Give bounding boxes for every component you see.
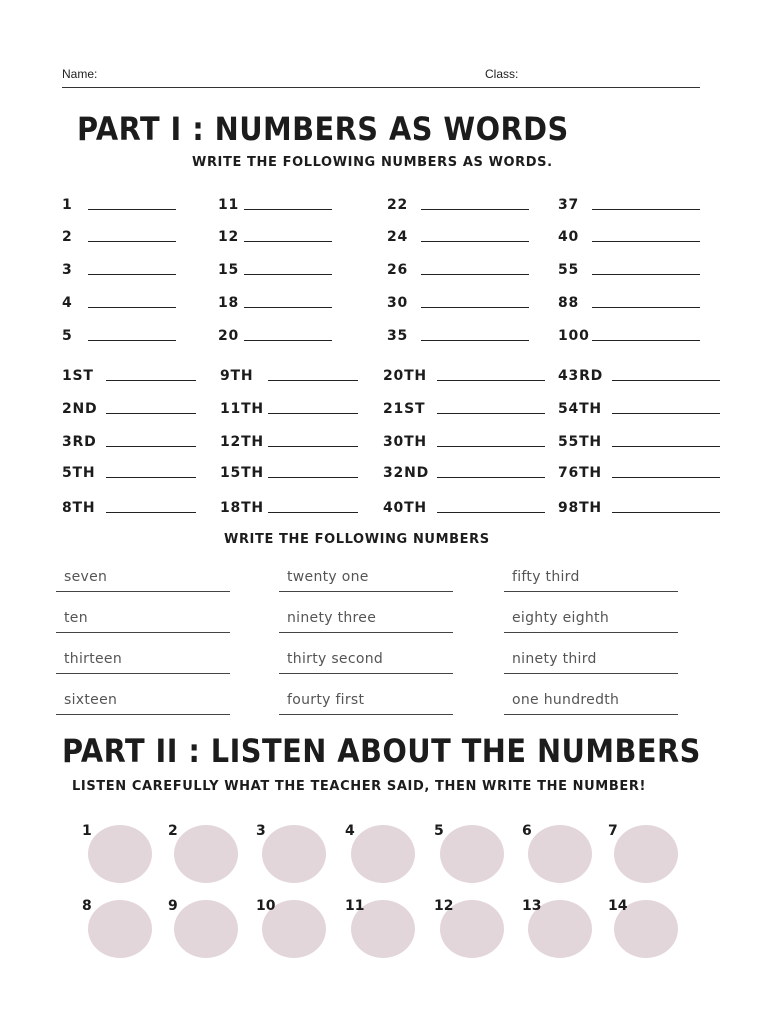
answer-blank[interactable] xyxy=(88,208,176,210)
circle-shape xyxy=(88,825,152,883)
word-prompt: one hundredth xyxy=(512,692,620,708)
cardinal-item xyxy=(558,225,700,245)
ordinal-item xyxy=(383,364,545,384)
ordinal-item xyxy=(220,461,358,481)
number-label: 18 xyxy=(218,295,240,311)
number-label: 2 xyxy=(62,229,73,245)
circle-shape xyxy=(614,825,678,883)
answer-circle[interactable] xyxy=(256,823,328,885)
answer-blank[interactable] xyxy=(437,476,545,478)
word-answer-line[interactable] xyxy=(56,686,230,715)
ordinal-item xyxy=(220,397,358,417)
number-label: 12 xyxy=(218,229,240,245)
circle-number: 9 xyxy=(168,898,178,914)
cardinal-item xyxy=(558,291,700,311)
number-label: 3 xyxy=(62,262,73,278)
cardinal-item xyxy=(387,291,529,311)
circle-shape xyxy=(351,825,415,883)
answer-circle[interactable] xyxy=(168,898,240,960)
word-answer-line[interactable] xyxy=(56,563,230,592)
answer-blank[interactable] xyxy=(244,208,332,210)
answer-circle[interactable] xyxy=(608,823,680,885)
part1-title: PART I : NUMBERS AS WORDS xyxy=(77,110,569,148)
ordinal-item xyxy=(558,461,720,481)
ordinal-item xyxy=(62,430,196,450)
answer-blank[interactable] xyxy=(244,306,332,308)
number-label: 22 xyxy=(387,197,409,213)
number-label: 30TH xyxy=(383,434,427,450)
cardinal-item xyxy=(218,225,332,245)
answer-blank[interactable] xyxy=(421,208,529,210)
number-label: 15TH xyxy=(220,465,264,481)
word-prompt: fourty first xyxy=(287,692,365,708)
circle-number: 4 xyxy=(345,823,355,839)
word-prompt: thirty second xyxy=(287,651,384,667)
answer-blank[interactable] xyxy=(268,511,358,513)
answer-circle[interactable] xyxy=(345,823,417,885)
circle-number: 13 xyxy=(522,898,542,914)
number-label: 21ST xyxy=(383,401,426,417)
ordinal-item xyxy=(62,397,196,417)
answer-blank[interactable] xyxy=(106,445,196,447)
circle-number: 8 xyxy=(82,898,92,914)
word-prompt: sixteen xyxy=(64,692,118,708)
number-label: 98TH xyxy=(558,500,602,516)
answer-blank[interactable] xyxy=(268,379,358,381)
number-label: 40TH xyxy=(383,500,427,516)
number-label: 5TH xyxy=(62,465,96,481)
answer-blank[interactable] xyxy=(244,339,332,341)
word-answer-line[interactable] xyxy=(504,604,678,633)
ordinal-item xyxy=(220,364,358,384)
answer-circle[interactable] xyxy=(434,898,506,960)
word-answer-line[interactable] xyxy=(279,563,453,592)
answer-blank[interactable] xyxy=(612,445,720,447)
write-numbers-title: WRITE THE FOLLOWING NUMBERS xyxy=(224,532,490,547)
cardinal-item xyxy=(558,258,700,278)
circle-number: 5 xyxy=(434,823,444,839)
word-answer-line[interactable] xyxy=(56,604,230,633)
circle-number: 3 xyxy=(256,823,266,839)
answer-blank[interactable] xyxy=(106,412,196,414)
answer-blank[interactable] xyxy=(612,412,720,414)
answer-blank[interactable] xyxy=(421,273,529,275)
circle-shape xyxy=(440,825,504,883)
ordinal-item xyxy=(383,397,545,417)
number-label: 55TH xyxy=(558,434,602,450)
number-label: 2ND xyxy=(62,401,98,417)
header-rule xyxy=(62,87,700,88)
answer-blank[interactable] xyxy=(106,379,196,381)
answer-blank[interactable] xyxy=(437,511,545,513)
number-label: 76TH xyxy=(558,465,602,481)
answer-circle[interactable] xyxy=(522,898,594,960)
circle-number: 1 xyxy=(82,823,92,839)
name-label: Name: xyxy=(62,67,98,81)
word-prompt: fifty third xyxy=(512,569,580,585)
circle-shape xyxy=(262,825,326,883)
answer-blank[interactable] xyxy=(88,306,176,308)
word-answer-line[interactable] xyxy=(279,604,453,633)
part1-instruction: WRITE THE FOLLOWING NUMBERS AS WORDS. xyxy=(192,155,553,170)
word-prompt: seven xyxy=(64,569,108,585)
cardinal-item xyxy=(218,324,332,344)
word-prompt: ninety third xyxy=(512,651,597,667)
word-prompt: ninety three xyxy=(287,610,377,626)
word-prompt: thirteen xyxy=(64,651,122,667)
ordinal-item xyxy=(383,461,545,481)
answer-blank[interactable] xyxy=(592,306,700,308)
ordinal-item xyxy=(558,397,720,417)
part2-instruction: LISTEN CAREFULLY WHAT THE TEACHER SAID, THEN WRITE THE NUMBER! xyxy=(72,779,646,794)
answer-blank[interactable] xyxy=(268,445,358,447)
number-label: 40 xyxy=(558,229,580,245)
circle-shape xyxy=(88,900,152,958)
answer-blank[interactable] xyxy=(106,511,196,513)
answer-circle[interactable] xyxy=(522,823,594,885)
answer-blank[interactable] xyxy=(592,273,700,275)
number-label: 88 xyxy=(558,295,580,311)
circle-number: 7 xyxy=(608,823,618,839)
circle-number: 10 xyxy=(256,898,276,914)
cardinal-item xyxy=(218,258,332,278)
answer-blank[interactable] xyxy=(244,240,332,242)
answer-blank[interactable] xyxy=(421,339,529,341)
circle-shape xyxy=(174,825,238,883)
answer-blank[interactable] xyxy=(268,412,358,414)
word-prompt: twenty one xyxy=(287,569,369,585)
answer-blank[interactable] xyxy=(268,476,358,478)
answer-blank[interactable] xyxy=(612,379,720,381)
word-answer-line[interactable] xyxy=(279,686,453,715)
answer-circle[interactable] xyxy=(82,823,154,885)
circle-number: 6 xyxy=(522,823,532,839)
ordinal-item xyxy=(62,461,196,481)
ordinal-item xyxy=(558,430,720,450)
word-answer-line[interactable] xyxy=(504,563,678,592)
answer-blank[interactable] xyxy=(592,339,700,341)
word-answer-line[interactable] xyxy=(504,645,678,674)
word-prompt: eighty eighth xyxy=(512,610,610,626)
number-label: 54TH xyxy=(558,401,602,417)
circle-number: 11 xyxy=(345,898,365,914)
cardinal-item xyxy=(558,324,700,344)
class-label: Class: xyxy=(485,67,519,81)
answer-blank[interactable] xyxy=(88,339,176,341)
number-label: 35 xyxy=(387,328,409,344)
ordinal-item xyxy=(383,430,545,450)
cardinal-item xyxy=(62,225,176,245)
answer-circle[interactable] xyxy=(82,898,154,960)
part2-title: PART II : LISTEN ABOUT THE NUMBERS xyxy=(62,732,701,770)
answer-blank[interactable] xyxy=(592,208,700,210)
answer-circle[interactable] xyxy=(168,823,240,885)
number-label: 5 xyxy=(62,328,73,344)
answer-blank[interactable] xyxy=(437,379,545,381)
cardinal-item xyxy=(218,291,332,311)
number-label: 37 xyxy=(558,197,580,213)
ordinal-item xyxy=(220,496,358,516)
cardinal-item xyxy=(62,258,176,278)
word-answer-line[interactable] xyxy=(56,645,230,674)
answer-blank[interactable] xyxy=(421,306,529,308)
number-label: 20 xyxy=(218,328,240,344)
number-label: 11 xyxy=(218,197,240,213)
circle-shape xyxy=(174,900,238,958)
word-answer-line[interactable] xyxy=(279,645,453,674)
number-label: 24 xyxy=(387,229,409,245)
circle-number: 14 xyxy=(608,898,628,914)
number-label: 32ND xyxy=(383,465,430,481)
answer-blank[interactable] xyxy=(437,445,545,447)
word-answer-line[interactable] xyxy=(504,686,678,715)
answer-blank[interactable] xyxy=(88,273,176,275)
number-label: 1ST xyxy=(62,368,94,384)
number-label: 30 xyxy=(387,295,409,311)
number-label: 18TH xyxy=(220,500,264,516)
answer-blank[interactable] xyxy=(612,476,720,478)
cardinal-item xyxy=(387,324,529,344)
cardinal-item xyxy=(387,258,529,278)
answer-blank[interactable] xyxy=(612,511,720,513)
answer-circle[interactable] xyxy=(434,823,506,885)
answer-circle[interactable] xyxy=(345,898,417,960)
ordinal-item xyxy=(62,364,196,384)
ordinal-item xyxy=(220,430,358,450)
ordinal-item xyxy=(383,496,545,516)
number-label: 3RD xyxy=(62,434,97,450)
number-label: 8TH xyxy=(62,500,96,516)
answer-blank[interactable] xyxy=(421,240,529,242)
number-label: 1 xyxy=(62,197,73,213)
word-prompt: ten xyxy=(64,610,88,626)
cardinal-item xyxy=(62,324,176,344)
ordinal-item xyxy=(62,496,196,516)
answer-blank[interactable] xyxy=(244,273,332,275)
number-label: 9TH xyxy=(220,368,254,384)
answer-blank[interactable] xyxy=(106,476,196,478)
number-label: 11TH xyxy=(220,401,264,417)
number-label: 43RD xyxy=(558,368,604,384)
number-label: 26 xyxy=(387,262,409,278)
number-label: 4 xyxy=(62,295,73,311)
number-label: 15 xyxy=(218,262,240,278)
cardinal-item xyxy=(387,193,529,213)
circle-shape xyxy=(528,825,592,883)
number-label: 55 xyxy=(558,262,580,278)
answer-blank[interactable] xyxy=(592,240,700,242)
ordinal-item xyxy=(558,496,720,516)
number-label: 20TH xyxy=(383,368,427,384)
answer-blank[interactable] xyxy=(88,240,176,242)
cardinal-item xyxy=(62,193,176,213)
answer-blank[interactable] xyxy=(437,412,545,414)
cardinal-item xyxy=(558,193,700,213)
number-label: 100 xyxy=(558,328,590,344)
circle-number: 2 xyxy=(168,823,178,839)
cardinal-item xyxy=(218,193,332,213)
number-label: 12TH xyxy=(220,434,264,450)
answer-circle[interactable] xyxy=(256,898,328,960)
circle-number: 12 xyxy=(434,898,454,914)
cardinal-item xyxy=(387,225,529,245)
answer-circle[interactable] xyxy=(608,898,680,960)
cardinal-item xyxy=(62,291,176,311)
ordinal-item xyxy=(558,364,720,384)
